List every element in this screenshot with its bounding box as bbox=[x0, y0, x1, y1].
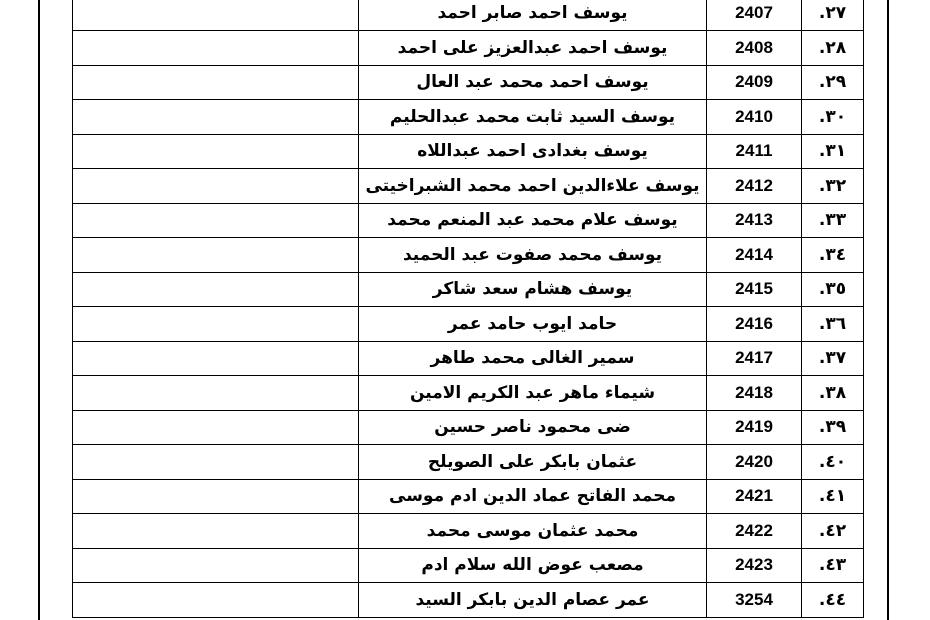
row-number-cell: ٣٩. bbox=[802, 410, 864, 445]
row-number-cell: ٣٧. bbox=[802, 341, 864, 376]
row-number-cell: ٤٠. bbox=[802, 445, 864, 480]
student-name-cell: محمد عثمان موسى محمد bbox=[359, 514, 707, 549]
table-row bbox=[73, 31, 864, 66]
blank-cell bbox=[73, 583, 359, 618]
student-code-cell: 2407 bbox=[707, 0, 802, 31]
table-row bbox=[73, 445, 864, 480]
table-row bbox=[73, 548, 864, 583]
row-number-cell: ٢٩. bbox=[802, 65, 864, 100]
row-number-cell: ٣٦. bbox=[802, 307, 864, 342]
student-code-cell: 2423 bbox=[707, 548, 802, 583]
blank-cell bbox=[73, 548, 359, 583]
student-code-cell: 3254 bbox=[707, 583, 802, 618]
student-code-cell: 2416 bbox=[707, 307, 802, 342]
table-row bbox=[73, 65, 864, 100]
table-row bbox=[73, 376, 864, 411]
student-name-cell: يوسف علام محمد عبد المنعم محمد bbox=[359, 203, 707, 238]
table-row bbox=[73, 238, 864, 273]
row-number-cell: ٣٣. bbox=[802, 203, 864, 238]
student-code-cell: 2419 bbox=[707, 410, 802, 445]
table-row bbox=[73, 272, 864, 307]
blank-cell bbox=[73, 410, 359, 445]
student-name-cell: يوسف احمد محمد عبد العال bbox=[359, 65, 707, 100]
row-number-cell: ٤٤. bbox=[802, 583, 864, 618]
row-number-cell: ٣٢. bbox=[802, 169, 864, 204]
blank-cell bbox=[73, 238, 359, 273]
table-row bbox=[73, 410, 864, 445]
table-row bbox=[73, 100, 864, 135]
student-name-cell: عثمان بابكر على الصويلح bbox=[359, 445, 707, 480]
row-number-cell: ٤٢. bbox=[802, 514, 864, 549]
student-name-cell: يوسف بغدادى احمد عبداللاه bbox=[359, 134, 707, 169]
blank-cell bbox=[73, 65, 359, 100]
student-name-cell: مصعب عوض الله سلام ادم bbox=[359, 548, 707, 583]
table-row bbox=[73, 341, 864, 376]
row-number-cell: ٤٣. bbox=[802, 548, 864, 583]
blank-cell bbox=[73, 514, 359, 549]
student-code-cell: 2408 bbox=[707, 31, 802, 66]
student-name-cell: شيماء ماهر عبد الكريم الامين bbox=[359, 376, 707, 411]
student-code-cell: 2420 bbox=[707, 445, 802, 480]
row-number-cell: ٢٨. bbox=[802, 31, 864, 66]
blank-cell bbox=[73, 272, 359, 307]
row-number-cell: ٣٨. bbox=[802, 376, 864, 411]
student-name-cell: يوسف علاءالدين احمد محمد الشبراخيتى bbox=[359, 169, 707, 204]
blank-cell bbox=[73, 376, 359, 411]
blank-cell bbox=[73, 31, 359, 66]
student-code-cell: 2411 bbox=[707, 134, 802, 169]
table-row bbox=[73, 134, 864, 169]
table-row bbox=[73, 514, 864, 549]
student-name-cell: عمر عصام الدين بابكر السيد bbox=[359, 583, 707, 618]
row-number-cell: ٣٥. bbox=[802, 272, 864, 307]
student-code-cell: 2415 bbox=[707, 272, 802, 307]
student-name-cell: يوسف محمد صفوت عبد الحميد bbox=[359, 238, 707, 273]
blank-cell bbox=[73, 169, 359, 204]
table-row bbox=[73, 169, 864, 204]
row-number-cell: ٢٧. bbox=[802, 0, 864, 31]
roster-body bbox=[73, 0, 864, 617]
student-code-cell: 2413 bbox=[707, 203, 802, 238]
blank-cell bbox=[73, 203, 359, 238]
student-code-cell: 2414 bbox=[707, 238, 802, 273]
blank-cell bbox=[73, 479, 359, 514]
blank-cell bbox=[73, 445, 359, 480]
student-code-cell: 2421 bbox=[707, 479, 802, 514]
student-name-cell: حامد ايوب حامد عمر bbox=[359, 307, 707, 342]
table-row bbox=[73, 0, 864, 31]
student-name-cell: سمير الغالى محمد طاهر bbox=[359, 341, 707, 376]
student-name-cell: يوسف السيد ثابت محمد عبدالحليم bbox=[359, 100, 707, 135]
row-number-cell: ٣١. bbox=[802, 134, 864, 169]
blank-cell bbox=[73, 341, 359, 376]
student-code-cell: 2417 bbox=[707, 341, 802, 376]
row-number-cell: ٣٠. bbox=[802, 100, 864, 135]
row-number-cell: ٣٤. bbox=[802, 238, 864, 273]
blank-cell bbox=[73, 134, 359, 169]
student-code-cell: 2422 bbox=[707, 514, 802, 549]
student-name-cell: محمد الفاتح عماد الدين ادم موسى bbox=[359, 479, 707, 514]
student-code-cell: 2412 bbox=[707, 169, 802, 204]
student-code-cell: 2410 bbox=[707, 100, 802, 135]
student-code-cell: 2409 bbox=[707, 65, 802, 100]
table-row bbox=[73, 479, 864, 514]
blank-cell bbox=[73, 100, 359, 135]
blank-cell bbox=[73, 0, 359, 31]
row-number-cell: ٤١. bbox=[802, 479, 864, 514]
table-row bbox=[73, 583, 864, 618]
table-row bbox=[73, 203, 864, 238]
blank-cell bbox=[73, 307, 359, 342]
student-name-cell: يوسف احمد صابر احمد bbox=[359, 0, 707, 31]
student-code-cell: 2418 bbox=[707, 376, 802, 411]
student-roster-table bbox=[72, 0, 864, 618]
student-name-cell: يوسف هشام سعد شاكر bbox=[359, 272, 707, 307]
table-row bbox=[73, 307, 864, 342]
student-name-cell: ضى محمود ناصر حسين bbox=[359, 410, 707, 445]
student-name-cell: يوسف احمد عبدالعزيز على احمد bbox=[359, 31, 707, 66]
